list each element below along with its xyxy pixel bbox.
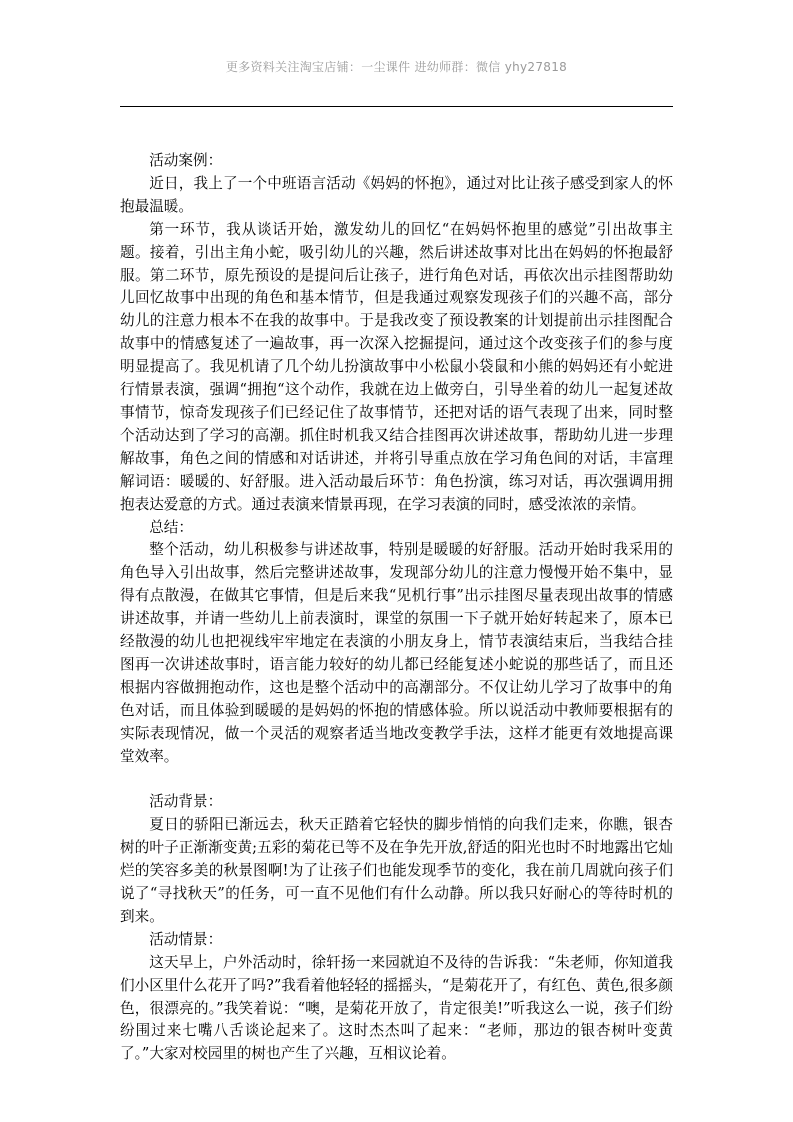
document-body	[120, 150, 673, 1066]
page-header: 更多资料关注淘宝店铺：一尘课件 进幼师群：微信 yhy27818	[225, 60, 568, 74]
background-heading: 活动背景：	[149, 793, 223, 811]
header-divider	[120, 106, 673, 107]
case-paragraph-1: 近日，我上了一个中班语言活动《妈妈的怀抱》，通过对比让孩子感受到家人的怀抱最温暖。	[120, 174, 673, 215]
summary-heading: 总结：	[149, 518, 193, 536]
background-paragraph: 夏日的骄阳已渐远去，秋天正踏着它轻快的脚步悄悄的向我们走来，你瞧，银杏树的叶子正渐渐变黄;五彩的菊花已等不及在争先开放,舒适的阳光也时不时地露出它灿烂的笑容多美的秋景图啊!为了让孩子们也能发现季节的变化，我在前几周就向孩子们说了“寻找秋天”的任务，可一直不见他们有什么动静。所以我只好耐心的等待时机的到来。	[120, 816, 673, 925]
situation-heading: 活动情景：	[149, 930, 223, 948]
situation-paragraph: 这天早上，户外活动时，徐轩扬一来园就迫不及待的告诉我：“朱老师，你知道我们小区里什么花开了吗?”我看着他轻轻的摇摇头，“是菊花开了，有红色、黄色,很多颜色，很漂亮的。”我笑着说：“噢，是菊花开放了，肯定很美!”听我这么一说，孩子们纷纷围过来七嘴八舌谈论起来了。这时杰杰叫了起来：“老师，那边的银杏树叶变黄了。”大家对校园里的树也产生了兴趣，互相议论着。	[120, 953, 673, 1063]
case-paragraph-2: 第一环节，我从谈话开始，激发幼儿的回忆“在妈妈怀抱里的感觉”引出故事主题。接着，引出主角小蛇，吸引幼儿的兴趣，然后讲述故事对比出在妈妈的怀抱最舒服。第二环节，原先预设的是提问后让孩子，进行角色对话，再依次出示挂图帮助幼儿回忆故事中出现的角色和基本情节，但是我通过观察发现孩子们的兴趣不高，部分幼儿的注意力根本不在我的故事中。于是我改变了预设教案的计划提前出示挂图配合故事中的情感复述了一遍故事，再一次深入挖掘提问，通过这个改变孩子们的参与度明显提高了。我见机请了几个幼儿扮演故事中小松鼠小袋鼠和小熊的妈妈还有小蛇进行情景表演，强调“拥抱“这个动作，我就在边上做旁白，引导坐着的幼儿一起复述故事情节，惊奇发现孩子们已经记住了故事情节，还把对话的语气表现了出来，同时整个活动达到了学习的高潮。抓住时机我又结合挂图再次讲述故事，帮助幼儿进一步理解故事，角色之间的情感和对话讲述，并将引导重点放在学习角色间的对话，丰富理解词语：暖暖的、好舒服。进入活动最后环节：角色扮演，练习对话，再次强调用拥抱表达爱意的方式。通过表演来情景再现，在学习表演的同时，感受浓浓的亲情。	[120, 220, 673, 513]
case-heading: 活动案例：	[149, 152, 223, 169]
summary-paragraph: 整个活动，幼儿积极参与讲述故事，特别是暖暖的好舒服。活动开始时我采用的角色导入引出故事，然后完整讲述故事，发现部分幼儿的注意力慢慢开始不集中，显得有点散漫，在做其它事情，但是后来我“见机行事”出示挂图尽量表现出故事的情感讲述故事，并请一些幼儿上前表演时，课堂的氛围一下子就开始好转起来了，原本已经散漫的幼儿也把视线牢牢地定在表演的小朋友身上，情节表演结束后，当我结合挂图再一次讲述故事时，语言能力较好的幼儿都已经能复述小蛇说的那些话了，而且还根据内容做拥抱动作，这也是整个活动中的高潮部分。不仅让幼儿学习了故事中的角色对话，而且体验到暖暖的是妈妈的怀抱的情感体验。所以说活动中教师要根据有的实际表现情况，做一个灵活的观察者适当地改变教学手法，这样才能更有效地提高课堂效率。	[120, 541, 673, 765]
section-spacer	[120, 768, 673, 791]
